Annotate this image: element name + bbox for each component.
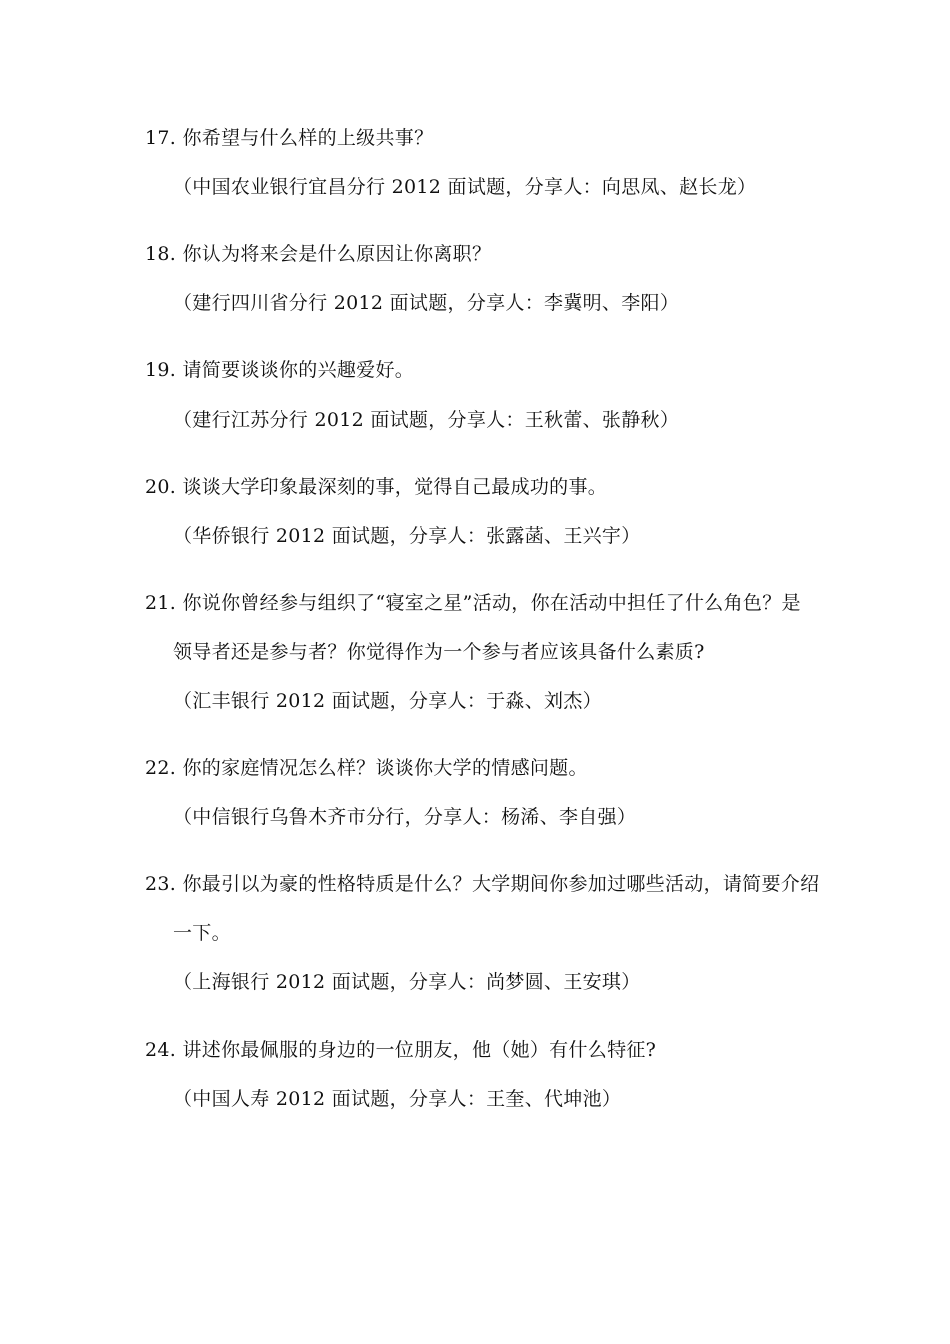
question-19 — [145, 358, 414, 382]
question-number: 21. — [145, 592, 177, 614]
question-19-source: （建行江苏分行 2012 面试题，分享人：王秋蕾、张静秋） — [173, 409, 680, 431]
question-20 — [145, 475, 607, 499]
question-text: 你说你曾经参与组织了“寝室之星”活动，你在活动中担任了什么角色？是 — [182, 592, 801, 614]
question-number: 20. — [145, 476, 177, 498]
question-number: 18. — [145, 243, 177, 265]
question-18 — [145, 242, 491, 266]
question-21-source: （汇丰银行 2012 面试题，分享人：于淼、刘杰） — [173, 690, 602, 712]
question-21-continued: 领导者还是参与者？你觉得作为一个参与者应该具备什么素质? — [173, 641, 705, 663]
question-17-source: （中国农业银行宜昌分行 2012 面试题，分享人：向思凤、赵长龙） — [173, 176, 757, 198]
question-text: 你希望与什么样的上级共事？ — [182, 127, 434, 149]
question-22 — [145, 756, 588, 780]
question-24-source: （中国人寿 2012 面试题，分享人：王奎、代坤池） — [173, 1088, 622, 1110]
question-21 — [145, 591, 801, 615]
question-text: 请简要谈谈你的兴趣爱好。 — [182, 359, 415, 381]
question-text: 你最引以为豪的性格特质是什么？大学期间你参加过哪些活动，请简要介绍 — [182, 873, 820, 895]
question-18-source: （建行四川省分行 2012 面试题，分享人：李冀明、李阳） — [173, 292, 680, 314]
question-text: 你认为将来会是什么原因让你离职？ — [182, 243, 492, 265]
question-17 — [145, 126, 433, 150]
question-23 — [145, 872, 819, 896]
question-text: 你的家庭情况怎么样？谈谈你大学的情感问题。 — [182, 757, 588, 779]
question-number: 19. — [145, 359, 177, 381]
question-23-source: （上海银行 2012 面试题，分享人：尚梦圆、王安琪） — [173, 971, 641, 993]
question-number: 22. — [145, 757, 177, 779]
question-text: 谈谈大学印象最深刻的事，觉得自己最成功的事。 — [182, 476, 608, 498]
question-22-source: （中信银行乌鲁木齐市分行，分享人：杨浠、李自强） — [173, 806, 637, 828]
question-number: 23. — [145, 873, 177, 895]
question-24 — [145, 1038, 656, 1062]
question-20-source: （华侨银行 2012 面试题，分享人：张露菡、王兴宇） — [173, 525, 641, 547]
question-23-continued: 一下。 — [173, 922, 231, 944]
question-number: 24. — [145, 1039, 177, 1061]
question-number: 17. — [145, 127, 177, 149]
question-text: 讲述你最佩服的身边的一位朋友，他（她）有什么特征? — [182, 1039, 657, 1061]
